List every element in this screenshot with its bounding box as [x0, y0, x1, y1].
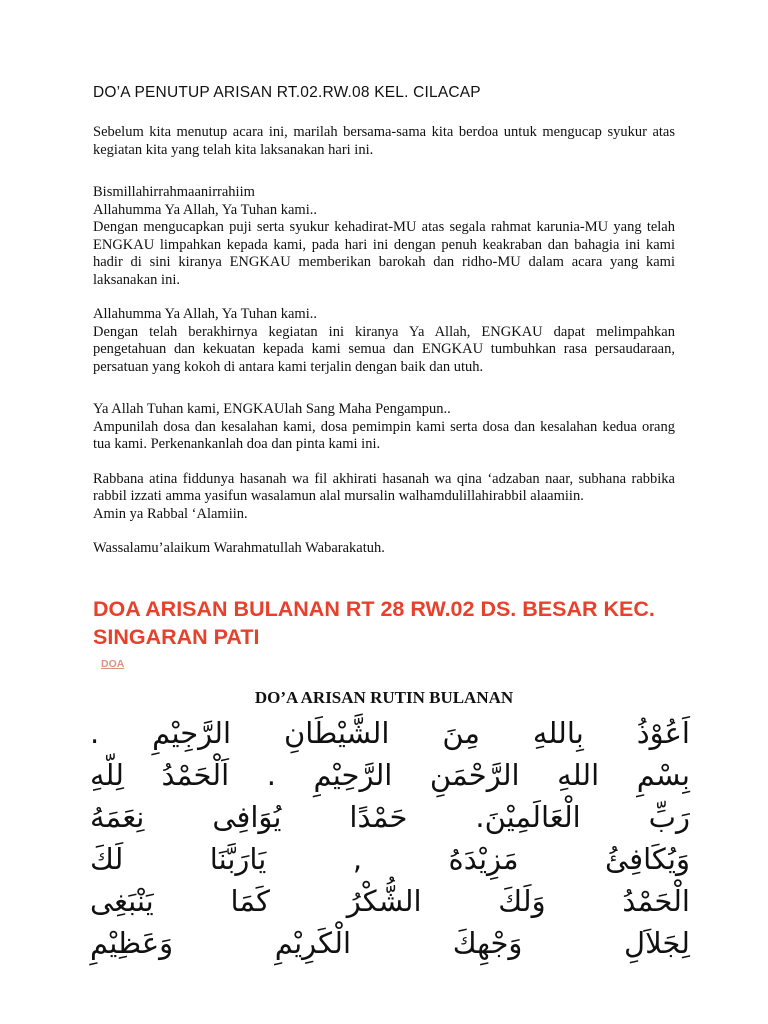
prayer-paragraph-4 [93, 471, 675, 524]
arabic-prayer-text [90, 712, 690, 964]
arabic-line: الْحَمْدُ وَلَكَ الشُّكْرُ كَمَا يَنْبَغِى [90, 884, 690, 918]
section-title: DO’A PENUTUP ARISAN RT.02.RW.08 KEL. CILACAP [93, 84, 481, 101]
arabic-line: لِجَلاَلِ وَجْهِكَ الْكَرِيْمِ وَعَظِيْمِ [90, 926, 690, 960]
invocation-line: Ya Allah Tuhan kami, ENGKAUlah Sang Maha Pengampun.. [93, 401, 451, 417]
category-tag-link[interactable]: DOA [101, 658, 125, 670]
amin-line: Amin ya Rabbal ‘Alamiin. [93, 505, 248, 522]
section-heading: DOA ARISAN BULANAN RT 28 RW.02 DS. BESAR KEC. SINGARAN PATI [93, 597, 655, 649]
invocation-line: Allahumma Ya Allah, Ya Tuhan kami.. [93, 201, 317, 218]
arabic-line: رَبِّ الْعَالَمِيْنَ. حَمْدًا يُوَافِى نِعَمَهُ [90, 800, 690, 834]
doa-subtitle: DO’A ARISAN RUTIN BULANAN [254, 688, 514, 707]
closing-greeting: Wassalamu’alaikum Warahmatullah Wabarakatuh. [93, 540, 385, 556]
arabic-line: اَعُوْذُ بِاللهِ مِنَ الشَّيْطَانِ الرَّجِيْمِ . [90, 716, 690, 750]
invocation-line: Allahumma Ya Allah, Ya Tuhan kami.. [93, 306, 317, 322]
arabic-line: بِسْمِ اللهِ الرَّحْمَنِ الرَّحِيْمِ . اَلْحَمْدُ لِلّهِ [90, 758, 690, 792]
prayer-text: Dengan mengucapkan puji serta syukur kehadirat-MU atas segala rahmat karunia-MU yang telah ENGKAU limpahkan kepada kami, pada hari ini dengan penuh keakraban dan bahagia ini kami hadir di sini kiranya ENGKAU memberikan barokah dan ridho-MU dalam acara yang kami laksanakan ini. [93, 219, 675, 288]
prayer-text: Ampunilah dosa dan kesalahan kami, dosa pemimpin kami serta dosa dan kesalahan kedua orang tua kami. Perkenankanlah doa dan pinta kami ini. [93, 418, 675, 452]
basmalah-line: Bismillahirrahmaanirrahiim [93, 184, 255, 200]
doa-penutup-section [93, 84, 675, 558]
prayer-text: Rabbana atina fiddunya hasanah wa fil akhirati hasanah wa qina ‘adzaban naar, subhana rabbika rabbil izzati amma yasifun wasalamun alal mursalin walhamdulillahirabbil alaamiin. [93, 470, 675, 504]
prayer-text: Dengan telah berakhirnya kegiatan ini kiranya Ya Allah, ENGKAU dapat melimpahkan pengetahuan dan kekuatan kepada kami semua dan ENGKAU tumbuhkan rasa persaudaraan, persatuan yang kokoh di antara kami terjalin dengan baik dan utuh. [93, 323, 675, 375]
arabic-line: وَيُكَافِئُ مَزِيْدَهُ , يَارَبَّنَا لَكَ [90, 842, 690, 876]
intro-paragraph: Sebelum kita menutup acara ini, marilah bersama-sama kita berdoa untuk mengucap syukur atas kegiatan kita yang telah kita laksanakan hari ini. [93, 124, 675, 158]
prayer-paragraph-1 [93, 184, 675, 289]
prayer-paragraph-3 [93, 401, 675, 454]
prayer-paragraph-2 [93, 306, 675, 376]
